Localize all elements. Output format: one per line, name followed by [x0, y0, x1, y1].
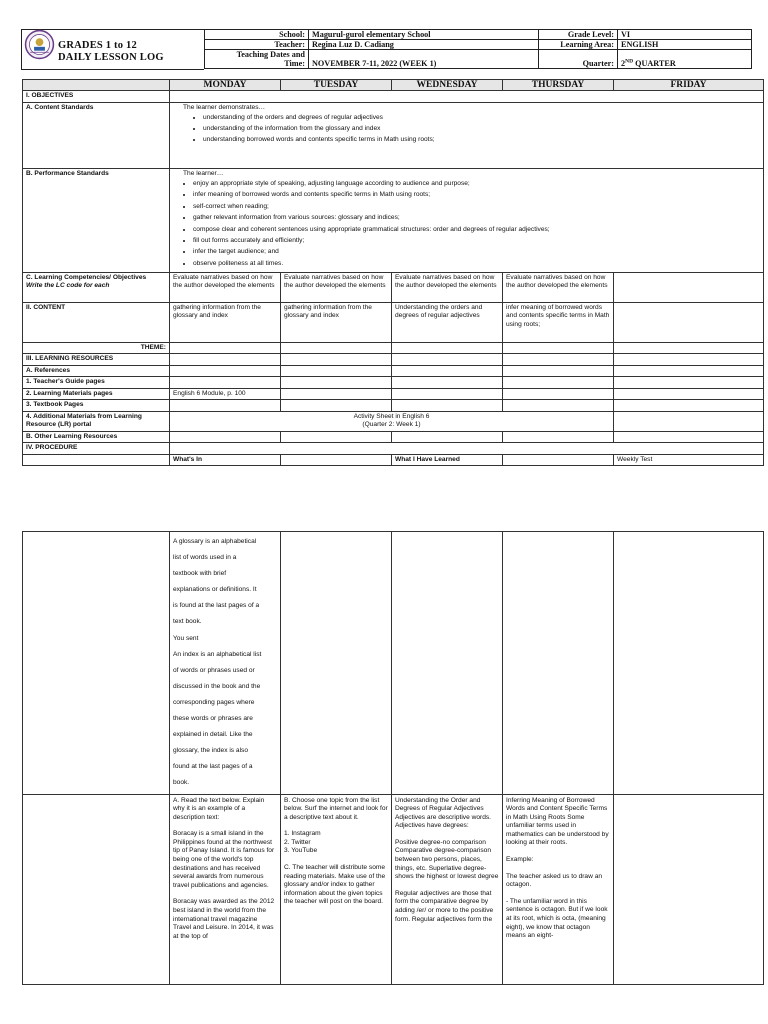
performance-standards-cell: [170, 168, 764, 272]
glossary-line: corresponding pages where: [173, 698, 255, 706]
learning-resources-row: [23, 354, 764, 366]
school-value: Magurul-gurol elementary School: [309, 30, 539, 40]
tb-monday: [170, 400, 281, 412]
theme-label: THEME:: [23, 342, 170, 354]
day-header-wednesday: WEDNESDAY: [392, 80, 503, 91]
teachers-guide-label: 1. Teacher's Guide pages: [23, 377, 170, 389]
activity-wednesday-para: Understanding the Order and Degrees of Regular Adjectives Adjectives are descriptive words. Adjectives have degrees:: [395, 796, 492, 830]
competency-thursday: Evaluate narratives based on how the author developed the elements: [503, 272, 614, 302]
glossary-line: book.: [173, 779, 190, 787]
glossary-line: An index is an alphabetical list: [173, 650, 262, 658]
procedure-phase-blank: [23, 454, 170, 466]
glossary-line: You sent: [173, 634, 199, 642]
learning-area-value: ENGLISH: [618, 40, 752, 50]
content-standard-item: • understanding borrowed words and contents specific terms in Math using roots;: [203, 134, 760, 145]
tg-monday: [170, 377, 281, 389]
header-row-teacher: [205, 40, 752, 50]
performance-standards-list: [173, 178, 760, 269]
procedure-wednesday: What I Have Learned: [392, 454, 503, 466]
theme-wednesday: [392, 342, 503, 354]
tg-friday: [614, 377, 764, 389]
references-row: [23, 365, 764, 377]
other-resources-row: [23, 431, 764, 443]
header-row-dates: [205, 50, 752, 69]
procedure-thursday: [503, 454, 614, 466]
competency-friday: [614, 272, 764, 302]
content-row: [23, 302, 764, 342]
activity-monday-para: A. Read the text below. Explain why it is an example of a description text:: [173, 796, 265, 821]
performance-standard-item: • compose clear and coherent sentences using appropriate grammatical structures: order and degrees of regular adjectives;: [193, 224, 760, 235]
lm-thursday: [503, 388, 614, 400]
learning-materials-row: [23, 388, 764, 400]
additional-materials-row: [23, 411, 764, 431]
glossary-thursday: [503, 532, 614, 795]
day-header-blank: [23, 80, 170, 91]
glossary-line: these words or phrases are: [173, 715, 253, 723]
learning-materials-label: 2. Learning Materials pages: [23, 388, 170, 400]
content-standards-cell: [170, 102, 764, 168]
performance-standards-intro: The learner…: [183, 169, 224, 177]
learning-materials-monday: English 6 Module, p. 100: [170, 388, 281, 400]
theme-row: [23, 342, 764, 354]
content-friday: [614, 302, 764, 342]
teachers-guide-row: [23, 377, 764, 389]
performance-standard-item: • gather relevant information from various sources: glossary and indices;: [193, 212, 760, 223]
activity-tuesday-para: C. The teacher will distribute some reading materials. Make use of the glossary and/or index to gather information about the given topics the teacher will post on the board.: [284, 864, 386, 906]
lr-wednesday: [392, 354, 503, 366]
glossary-line: textbook with brief: [173, 570, 227, 578]
tb-thursday: [503, 400, 614, 412]
glossary-friday: [614, 532, 764, 795]
activity-tuesday-para: B. Choose one topic from the list below. Surf the internet and look for a descriptive text about it.: [284, 796, 388, 821]
header-info-table: [204, 29, 752, 69]
theme-monday: [170, 342, 281, 354]
teaching-dates-label-line1: Teaching Dates and: [236, 50, 305, 59]
additional-materials-value: [170, 411, 614, 431]
activity-tuesday-cell: [281, 794, 392, 984]
tb-wednesday: [392, 400, 503, 412]
quarter-number: 2: [621, 59, 626, 68]
activity-monday-cell: [170, 794, 281, 984]
theme-thursday: [503, 342, 614, 354]
glossary-tuesday: [281, 532, 392, 795]
lm-tuesday: [281, 388, 392, 400]
activity-wednesday-cell: [392, 794, 503, 984]
objectives-empty: [170, 91, 764, 103]
performance-standards-row: [23, 168, 764, 272]
textbook-label: 3. Textbook Pages: [23, 400, 170, 412]
additional-materials-label-line2: Resource (LR) portal: [26, 421, 92, 428]
glossary-row: [23, 532, 764, 795]
procedure-empty: [170, 443, 764, 455]
procedure-label: IV. PROCEDURE: [23, 443, 170, 455]
glossary-label-blank: [23, 532, 170, 795]
lr-friday: [614, 354, 764, 366]
competency-tuesday: Evaluate narratives based on how the author developed the elements: [281, 272, 392, 302]
competencies-label: [23, 272, 170, 302]
ref-monday: [170, 365, 281, 377]
tg-tuesday: [281, 377, 392, 389]
day-header-thursday: THURSDAY: [503, 80, 614, 91]
competency-monday: Evaluate narratives based on how the author developed the elements: [170, 272, 281, 302]
day-header-friday: FRIDAY: [614, 80, 764, 91]
ref-tuesday: [281, 365, 392, 377]
learning-resources-label: III. LEARNING RESOURCES: [23, 354, 170, 366]
objectives-row: [23, 91, 764, 103]
lesson-grid: [22, 79, 764, 466]
activity-tuesday-list: 1. Instagram 2. Twitter 3. YouTube: [284, 830, 321, 855]
activity-monday-para: Boracay was awarded as the 2012 best island in the world from the international travel magazine Travel and Leisure. In 2014, it was at the top of: [173, 898, 275, 940]
procedure-tuesday: [281, 454, 392, 466]
quarter-label: Quarter:: [539, 50, 618, 69]
content-standard-item: • understanding of the information from the glossary and index: [203, 123, 760, 134]
competencies-label-line2: Write the LC code for each: [26, 282, 110, 289]
content-tuesday: gathering information from the glossary and index: [281, 302, 392, 342]
quarter-value: [618, 50, 752, 69]
log-title-line1: GRADES 1 to 12: [58, 40, 137, 51]
performance-standard-item: • infer the target audience; and: [193, 246, 760, 257]
grade-level-label: Grade Level:: [539, 30, 618, 40]
performance-standard-item: • self-correct when reading;: [193, 201, 760, 212]
teacher-value: Regina Luz D. Cadiang: [309, 40, 539, 50]
competencies-row: [23, 272, 764, 302]
ref-thursday: [503, 365, 614, 377]
activity-thursday-para: - The unfamiliar word in this sentence is octagon. But if we look at its root, which is octa, (meaning eight), we know that octagon means an eight-: [506, 897, 608, 940]
activity-thursday-cell: [503, 794, 614, 984]
or-thursday: [503, 431, 614, 443]
glossary-line: found at the last pages of a: [173, 763, 253, 771]
performance-standard-item: • observe politeness at all times.: [193, 258, 760, 269]
glossary-line: text book.: [173, 618, 202, 626]
glossary-explanation-cell: [170, 532, 281, 795]
school-label: School:: [205, 30, 309, 40]
theme-tuesday: [281, 342, 392, 354]
glossary-wednesday: [392, 532, 503, 795]
additional-materials-value-line1: Activity Sheet in English 6: [353, 412, 430, 420]
ref-friday: [614, 365, 764, 377]
procedure-friday: Weekly Test: [614, 454, 764, 466]
performance-standard-item: • enjoy an appropriate style of speaking, adjusting language according to audience and purpose;: [193, 178, 760, 189]
additional-materials-label: [23, 411, 170, 431]
content-standards-row: [23, 102, 764, 168]
header-row-school: [205, 30, 752, 40]
other-resources-label: B. Other Learning Resources: [23, 431, 170, 443]
procedure-phase-row: [23, 454, 764, 466]
lm-wednesday: [392, 388, 503, 400]
glossary-line: A glossary is an alphabetical: [173, 538, 257, 545]
day-header-monday: MONDAY: [170, 80, 281, 91]
activity-thursday-para: Inferring Meaning of Borrowed Words and Content Specific Terms in Math Using Roots Some unfamiliar terms used in mathematics can be understood by looking at their roots.: [506, 796, 609, 847]
am-friday: [614, 411, 764, 431]
objectives-label: I. OBJECTIVES: [23, 91, 170, 103]
content-thursday: infer meaning of borrowed words and contents specific terms in Math using roots;: [503, 302, 614, 342]
day-header-tuesday: TUESDAY: [281, 80, 392, 91]
theme-friday: [614, 342, 764, 354]
glossary-line: is found at the last pages of a: [173, 602, 260, 610]
competencies-label-line1: C. Learning Competencies/ Objectives: [26, 273, 147, 281]
teaching-dates-label-line2: Time:: [284, 59, 305, 68]
teacher-label: Teacher:: [205, 40, 309, 50]
activity-thursday-para: The teacher asked us to draw an octagon.: [506, 872, 603, 889]
teaching-dates-label: [205, 50, 309, 69]
content-monday: gathering information from the glossary and index: [170, 302, 281, 342]
performance-standard-item: • fill out forms accurately and efficiently;: [193, 235, 760, 246]
or-friday: [614, 431, 764, 443]
glossary-line: discussed in the book and the: [173, 682, 261, 690]
tb-friday: [614, 400, 764, 412]
ref-wednesday: [392, 365, 503, 377]
content-standards-list: [173, 112, 760, 145]
references-label: A. References: [23, 365, 170, 377]
glossary-line: list of words used in a: [173, 554, 237, 562]
tb-tuesday: [281, 400, 392, 412]
activity-friday: [614, 794, 764, 984]
performance-standards-label: B. Performance Standards: [23, 168, 170, 272]
textbook-row: [23, 400, 764, 412]
lm-friday: [614, 388, 764, 400]
activity-wednesday-para: Positive degree-no comparison Comparative degree-comparison between two persons, places, things, etc. Superlative degree-shows the highest or lowest degree: [395, 838, 499, 881]
content-standard-item: • understanding of the orders and degrees of regular adjectives: [203, 112, 760, 123]
tg-thursday: [503, 377, 614, 389]
or-wednesday: [392, 431, 503, 443]
glossary-line: of words or phrases used or: [173, 666, 255, 674]
content-standards-label: A. Content Standards: [23, 102, 170, 168]
activity-wednesday-para: Regular adjectives are those that form the comparative degree by adding /er/ or more to the positive form. Regular adjectives form the: [395, 889, 494, 923]
content-wednesday: Understanding the orders and degrees of regular adjectives: [392, 302, 503, 342]
or-tuesday: [281, 431, 392, 443]
competency-wednesday: Evaluate narratives based on how the author developed the elements: [392, 272, 503, 302]
procedure-detail-grid: [22, 531, 764, 985]
activity-row: [23, 794, 764, 984]
activity-thursday-para: Example:: [506, 856, 534, 864]
procedure-row: [23, 443, 764, 455]
quarter-suffix: ND: [625, 58, 634, 65]
log-title: [58, 40, 164, 64]
day-header-row: [23, 80, 764, 91]
additional-materials-label-line1: 4. Additional Materials from Learning: [26, 412, 142, 420]
log-title-line2: DAILY LESSON LOG: [58, 52, 164, 63]
lr-monday: [170, 354, 281, 366]
additional-materials-value-line2: (Quarter 2: Week 1): [362, 421, 421, 428]
grade-level-value: VI: [618, 30, 752, 40]
content-label: II. CONTENT: [23, 302, 170, 342]
glossary-line: glossary, the index is also: [173, 747, 249, 755]
lr-tuesday: [281, 354, 392, 366]
performance-standard-item: • infer meaning of borrowed words and contents specific terms in Math using roots;: [193, 189, 760, 200]
tg-wednesday: [392, 377, 503, 389]
teaching-dates-value: NOVEMBER 7-11, 2022 (WEEK 1): [309, 50, 539, 69]
learning-area-label: Learning Area:: [539, 40, 618, 50]
content-standards-intro: The learner demonstrates…: [183, 103, 266, 111]
glossary-line: explanations or definitions. It: [173, 586, 257, 594]
lr-thursday: [503, 354, 614, 366]
activity-monday-para: Boracay is a small island in the Philippines found at the northwest tip of Panay Island. It is famous for being one of the world's top destinations and has received several awards from numerous travel publications and agencies.: [173, 830, 275, 889]
activity-label-blank: [23, 794, 170, 984]
glossary-line: explained in detail. Like the: [173, 731, 253, 739]
deped-seal-icon: [24, 29, 55, 60]
procedure-monday: What's In: [170, 454, 281, 466]
or-monday: [170, 431, 281, 443]
quarter-word: QUARTER: [633, 59, 676, 68]
